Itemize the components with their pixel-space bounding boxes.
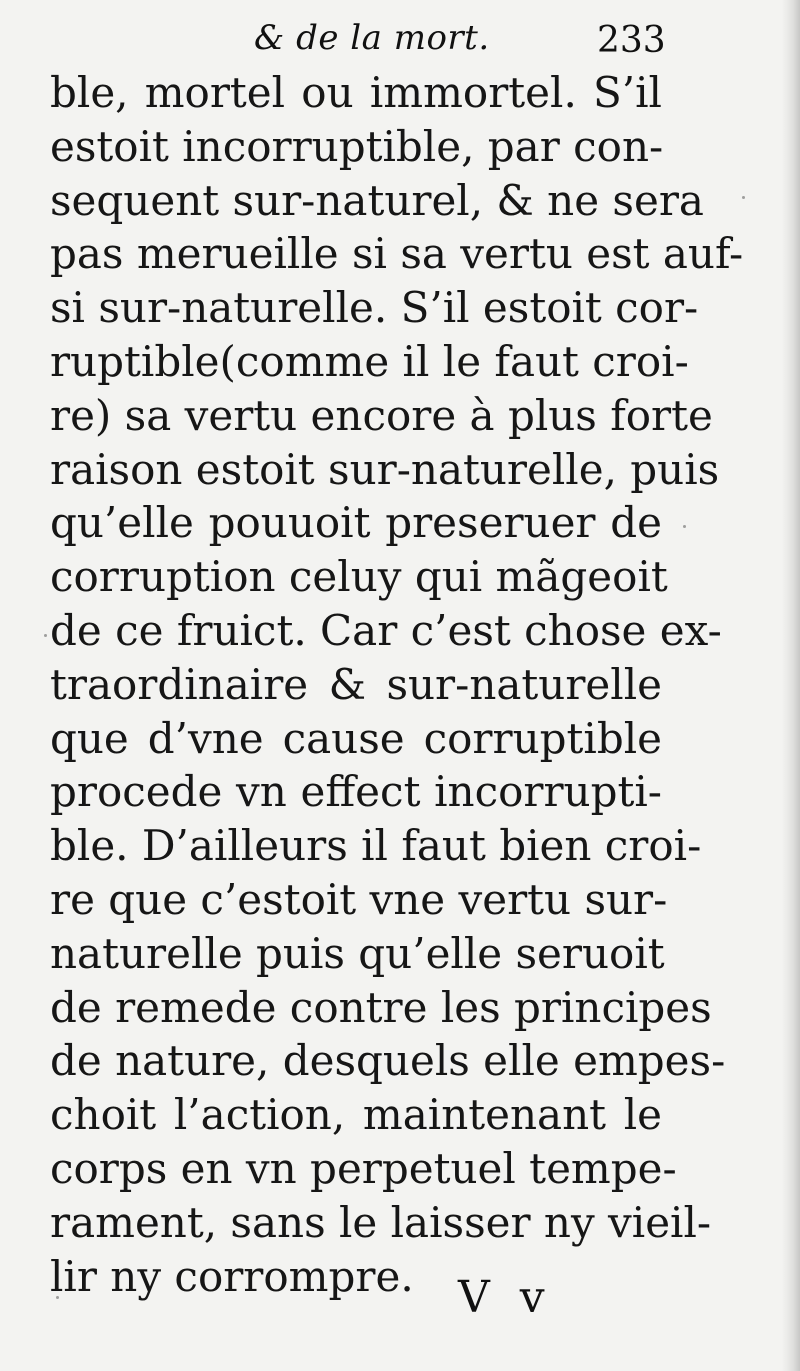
body-text bbox=[50, 66, 744, 1303]
text-line: choit l’action, maintenant le bbox=[50, 1090, 662, 1140]
text-line: raison estoit sur-naturelle, puis bbox=[50, 444, 720, 494]
page-header bbox=[0, 14, 800, 66]
text-line: corps en vn perpetuel tempe- bbox=[50, 1143, 677, 1193]
text-line: corruption celuy qui mãgeoit bbox=[50, 552, 668, 602]
ink-speck bbox=[683, 525, 686, 528]
text-line: rament, sans le laisser ny vieil- bbox=[50, 1197, 712, 1247]
text-line: sequent sur-naturel, & ne sera bbox=[50, 175, 704, 225]
text-line: qu’elle pouuoit preseruer de bbox=[50, 498, 662, 548]
text-line: que d’vne cause corruptible bbox=[50, 713, 662, 763]
text-line: ruptible(comme il le faut croi- bbox=[50, 336, 689, 386]
ink-speck bbox=[56, 1296, 59, 1299]
running-title: & de la mort. bbox=[254, 18, 490, 58]
text-line: de remede contre les principes bbox=[50, 982, 712, 1032]
ink-speck bbox=[44, 634, 47, 637]
text-line: re) sa vertu encore à plus forte bbox=[50, 390, 713, 440]
text-line: pas merueille si sa vertu est auf- bbox=[50, 229, 744, 279]
text-line: de ce fruict. Car c’est chose ex- bbox=[50, 605, 722, 655]
text-line: de nature, desquels elle empes- bbox=[50, 1036, 726, 1086]
text-line: re que c’estoit vne vertu sur- bbox=[50, 874, 668, 924]
text-line: estoit incorruptible, par con- bbox=[50, 121, 664, 171]
text-line: traordinaire & sur-naturelle bbox=[50, 659, 662, 709]
page-edge-shadow bbox=[782, 0, 800, 1371]
text-line: naturelle puis qu’elle seruoit bbox=[50, 928, 665, 978]
text-line-last: lir ny corrompre. bbox=[50, 1251, 414, 1301]
signature-mark: V v bbox=[458, 1272, 553, 1323]
text-line: procede vn effect incorrupti- bbox=[50, 767, 662, 817]
text-line: si sur-naturelle. S’il estoit cor- bbox=[50, 283, 699, 333]
text-line: ble. D’ailleurs il faut bien croi- bbox=[50, 821, 702, 871]
text-line: ble, mortel ou immortel. S’il bbox=[50, 68, 662, 117]
ink-speck bbox=[742, 196, 745, 199]
page-number: 233 bbox=[597, 20, 666, 61]
